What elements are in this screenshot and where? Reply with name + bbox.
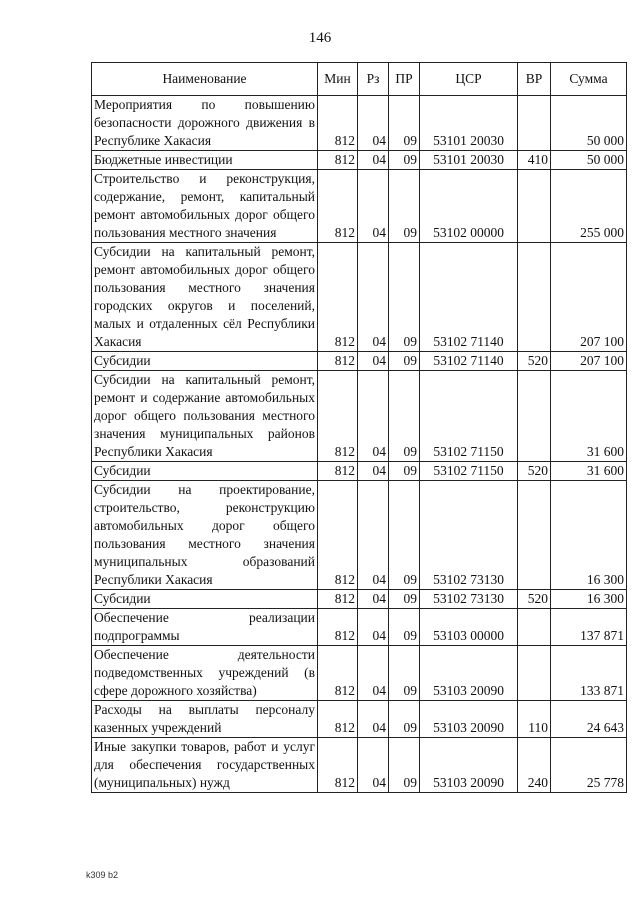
header-rz: Рз [358, 63, 389, 96]
cell-csr: 53103 20090 [420, 738, 518, 793]
cell-sum: 31 600 [551, 462, 627, 481]
cell-sum: 133 871 [551, 646, 627, 701]
cell-min: 812 [318, 481, 358, 590]
cell-rz: 04 [358, 151, 389, 170]
table-row [92, 96, 627, 151]
cell-rz: 04 [358, 170, 389, 243]
cell-csr: 53102 73130 [420, 481, 518, 590]
cell-vr [518, 609, 551, 646]
cell-vr [518, 371, 551, 462]
cell-rz: 04 [358, 609, 389, 646]
cell-sum: 137 871 [551, 609, 627, 646]
cell-min: 812 [318, 738, 358, 793]
footer-code: k309 b2 [86, 870, 119, 880]
cell-min: 812 [318, 646, 358, 701]
cell-vr [518, 243, 551, 352]
table-row [92, 462, 627, 481]
cell-rz: 04 [358, 701, 389, 738]
cell-min: 812 [318, 590, 358, 609]
budget-table [91, 62, 627, 793]
cell-sum: 31 600 [551, 371, 627, 462]
cell-min: 812 [318, 96, 358, 151]
cell-sum: 25 778 [551, 738, 627, 793]
table-row [92, 738, 627, 793]
table-row [92, 646, 627, 701]
cell-rz: 04 [358, 481, 389, 590]
cell-vr: 110 [518, 701, 551, 738]
table-row [92, 481, 627, 590]
cell-name: Бюджетные инвестиции [92, 151, 318, 170]
cell-sum: 255 000 [551, 170, 627, 243]
header-sum: Сумма [551, 63, 627, 96]
table-row [92, 352, 627, 371]
cell-sum: 207 100 [551, 352, 627, 371]
cell-min: 812 [318, 243, 358, 352]
cell-min: 812 [318, 352, 358, 371]
cell-min: 812 [318, 170, 358, 243]
cell-vr: 410 [518, 151, 551, 170]
cell-sum: 24 643 [551, 701, 627, 738]
cell-name: Обеспечение реализации подпрограммы [92, 609, 318, 646]
cell-rz: 04 [358, 590, 389, 609]
cell-min: 812 [318, 609, 358, 646]
cell-rz: 04 [358, 646, 389, 701]
cell-pr: 09 [389, 646, 420, 701]
cell-pr: 09 [389, 481, 420, 590]
cell-pr: 09 [389, 170, 420, 243]
cell-min: 812 [318, 371, 358, 462]
table-row [92, 243, 627, 352]
table-row [92, 609, 627, 646]
cell-csr: 53102 71150 [420, 371, 518, 462]
cell-name: Субсидии [92, 590, 318, 609]
table-body [92, 96, 627, 793]
cell-rz: 04 [358, 462, 389, 481]
cell-csr: 53103 00000 [420, 609, 518, 646]
cell-csr: 53103 20090 [420, 701, 518, 738]
cell-pr: 09 [389, 151, 420, 170]
cell-csr: 53103 20090 [420, 646, 518, 701]
table-header-row [92, 63, 627, 96]
header-vr: ВР [518, 63, 551, 96]
cell-csr: 53102 73130 [420, 590, 518, 609]
cell-csr: 53102 71150 [420, 462, 518, 481]
page-number: 146 [308, 30, 332, 46]
cell-name: Иные закупки товаров, работ и услуг для обеспечения государственных (муниципальных) нужд [92, 738, 318, 793]
cell-rz: 04 [358, 96, 389, 151]
cell-name: Субсидии на капитальный ремонт, ремонт автомобильных дорог общего пользования местного значения городских округов и поселений, малых и отдаленных сёл Республики Хакасия [92, 243, 318, 352]
cell-pr: 09 [389, 243, 420, 352]
cell-pr: 09 [389, 352, 420, 371]
cell-pr: 09 [389, 371, 420, 462]
cell-sum: 16 300 [551, 590, 627, 609]
cell-vr [518, 481, 551, 590]
cell-min: 812 [318, 151, 358, 170]
cell-name: Субсидии на капитальный ремонт, ремонт и содержание автомобильных дорог общего пользования местного значения муниципальных районов Республики Хакасия [92, 371, 318, 462]
cell-pr: 09 [389, 590, 420, 609]
cell-sum: 207 100 [551, 243, 627, 352]
table-row [92, 371, 627, 462]
cell-rz: 04 [358, 738, 389, 793]
cell-name: Субсидии [92, 352, 318, 371]
cell-vr: 240 [518, 738, 551, 793]
table-row [92, 170, 627, 243]
cell-pr: 09 [389, 96, 420, 151]
cell-min: 812 [318, 701, 358, 738]
cell-name: Расходы на выплаты персоналу казенных учреждений [92, 701, 318, 738]
cell-sum: 50 000 [551, 96, 627, 151]
cell-vr [518, 646, 551, 701]
header-csr: ЦСР [420, 63, 518, 96]
cell-vr: 520 [518, 462, 551, 481]
cell-pr: 09 [389, 609, 420, 646]
table-row [92, 701, 627, 738]
cell-vr [518, 96, 551, 151]
cell-name: Субсидии [92, 462, 318, 481]
cell-csr: 53101 20030 [420, 96, 518, 151]
cell-sum: 50 000 [551, 151, 627, 170]
cell-name: Субсидии на проектирование, строительство, реконструкцию автомобильных дорог общего пользования местного значения муниципальных образований Республики Хакасия [92, 481, 318, 590]
cell-vr [518, 170, 551, 243]
header-name: Наименование [92, 63, 318, 96]
cell-csr: 53102 00000 [420, 170, 518, 243]
cell-min: 812 [318, 462, 358, 481]
cell-name: Мероприятия по повышению безопасности дорожного движения в Республике Хакасия [92, 96, 318, 151]
cell-csr: 53102 71140 [420, 243, 518, 352]
table-row [92, 151, 627, 170]
cell-csr: 53102 71140 [420, 352, 518, 371]
cell-rz: 04 [358, 371, 389, 462]
cell-csr: 53101 20030 [420, 151, 518, 170]
cell-name: Обеспечение деятельности подведомственных учреждений (в сфере дорожного хозяйства) [92, 646, 318, 701]
cell-rz: 04 [358, 352, 389, 371]
header-min: Мин [318, 63, 358, 96]
cell-name: Строительство и реконструкция, содержание, ремонт, капитальный ремонт автомобильных дорог общего пользования местного значения [92, 170, 318, 243]
cell-pr: 09 [389, 738, 420, 793]
cell-vr: 520 [518, 590, 551, 609]
cell-vr: 520 [518, 352, 551, 371]
cell-sum: 16 300 [551, 481, 627, 590]
cell-pr: 09 [389, 701, 420, 738]
cell-rz: 04 [358, 243, 389, 352]
header-pr: ПР [389, 63, 420, 96]
cell-pr: 09 [389, 462, 420, 481]
table-row [92, 590, 627, 609]
